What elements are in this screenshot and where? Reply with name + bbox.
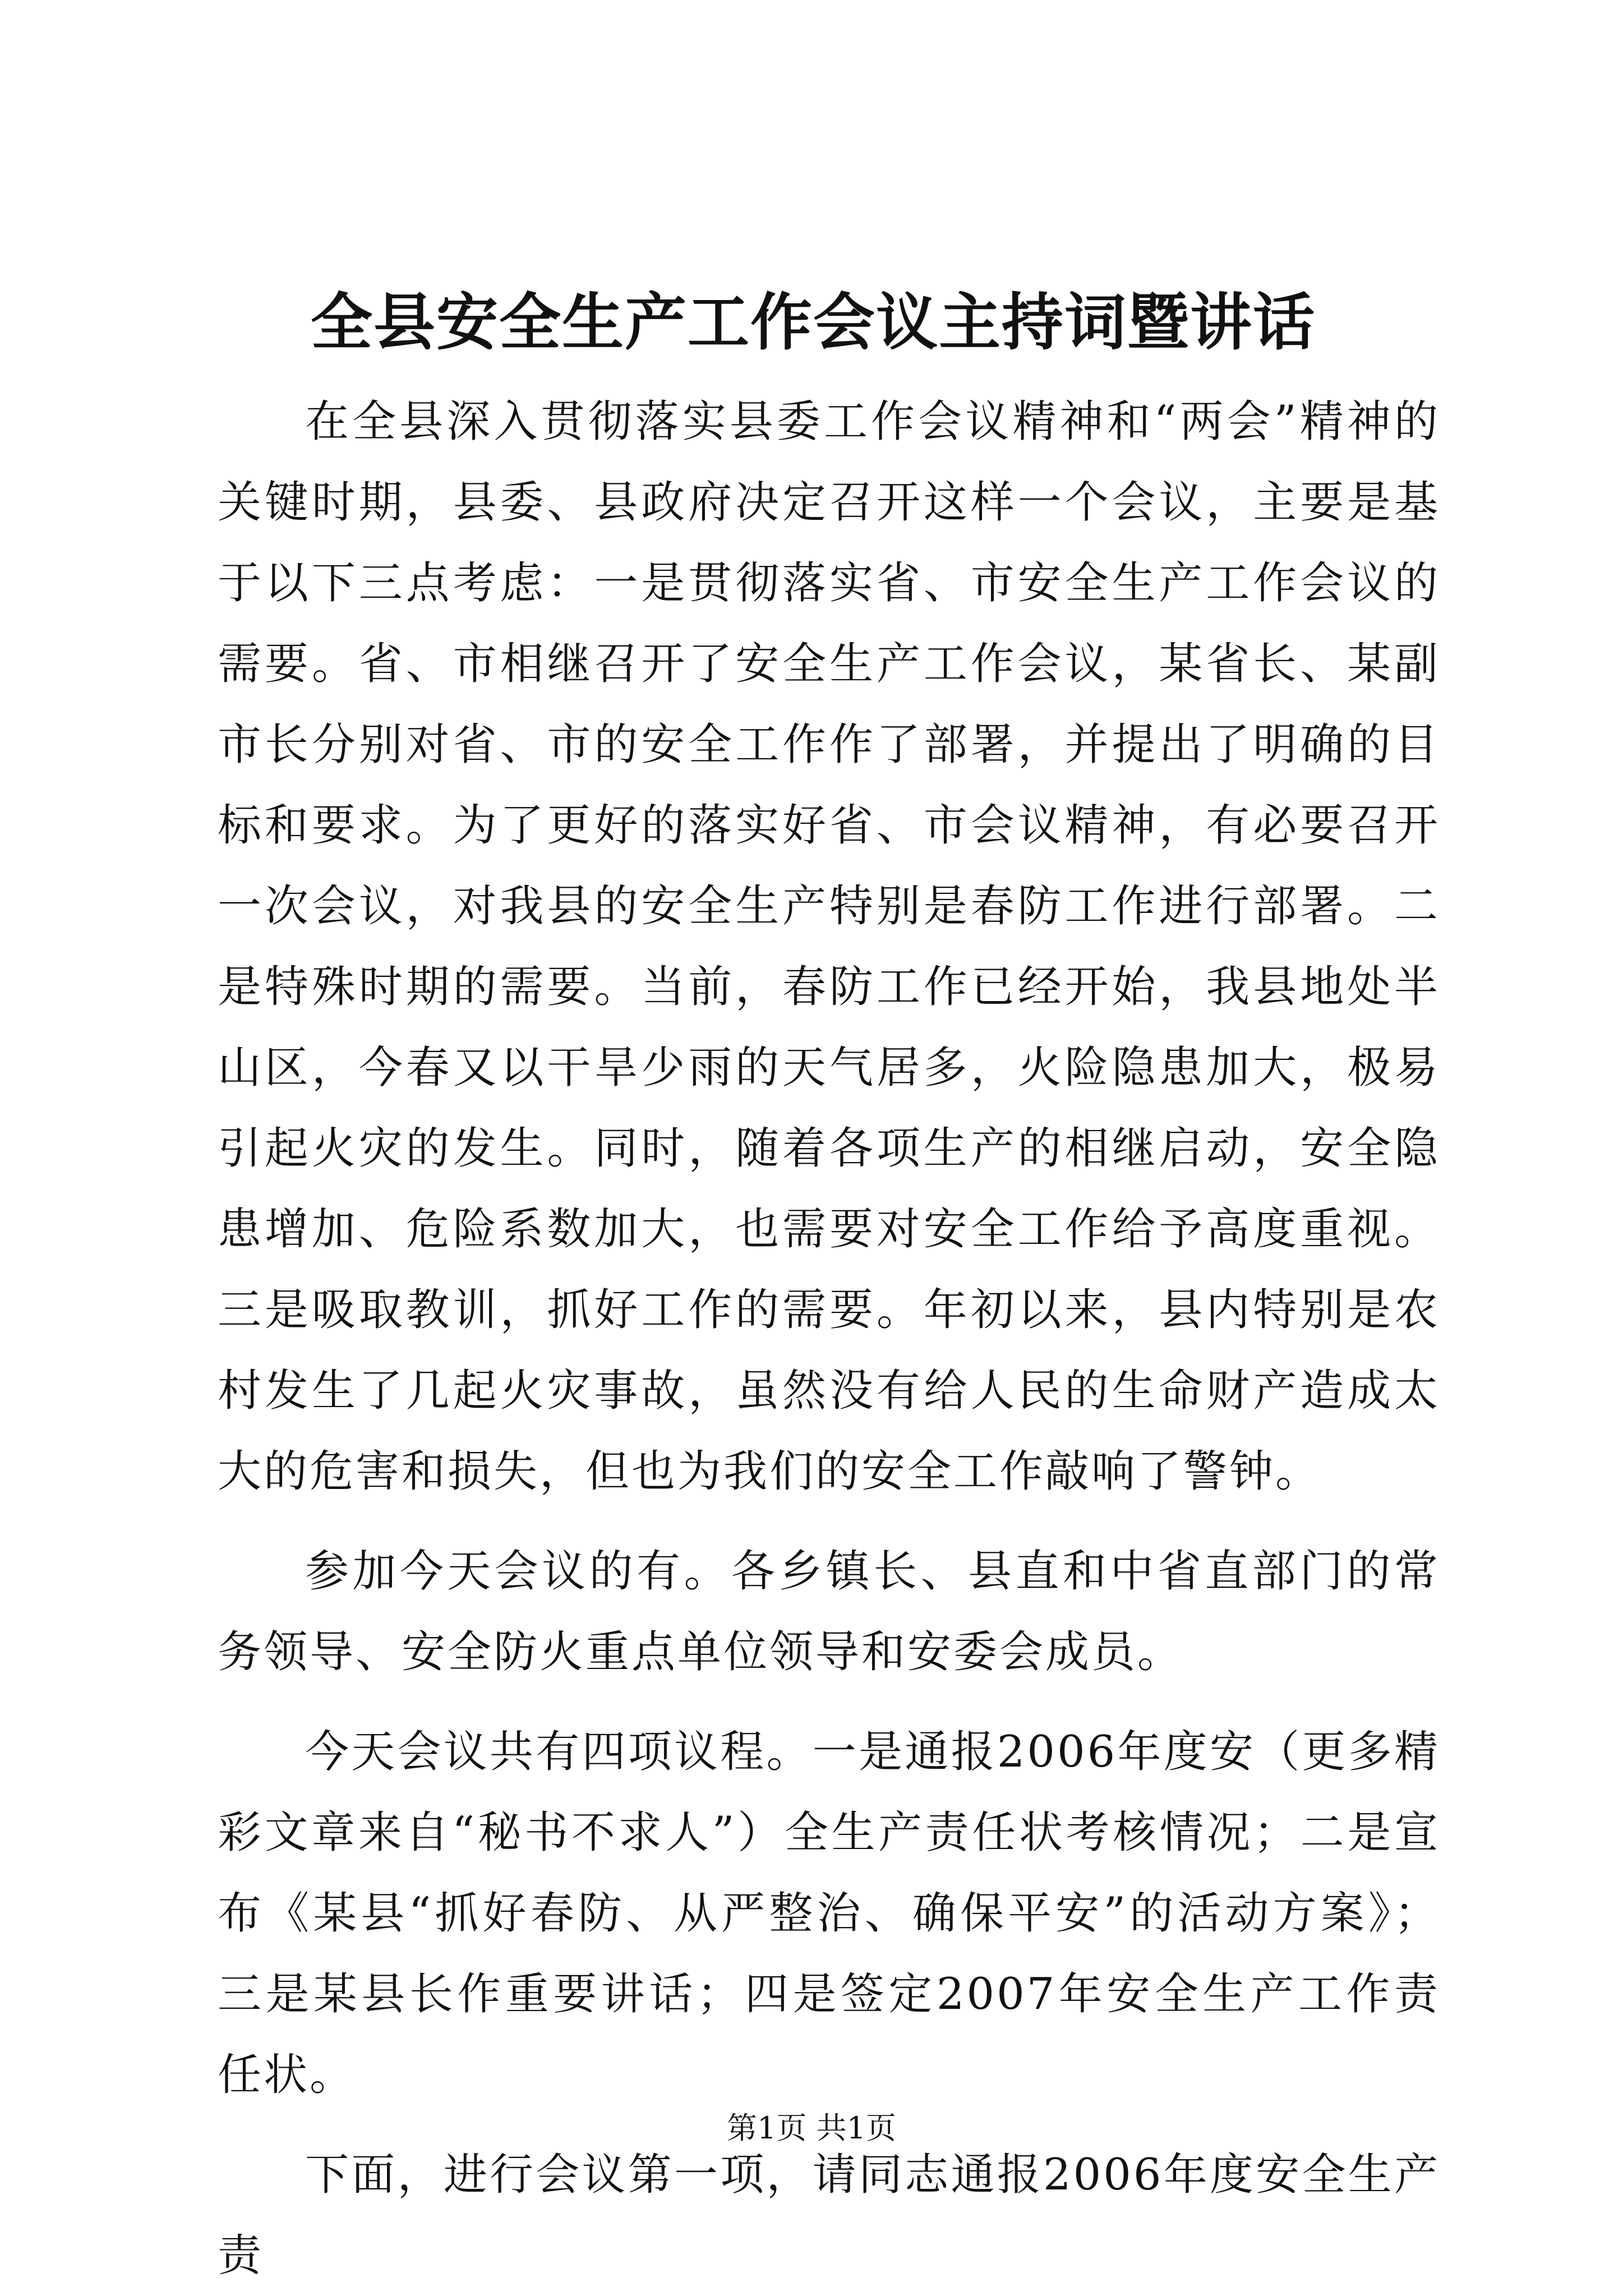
paragraph-2: 参加今天会议的有。各乡镇长、县直和中省直部门的常务领导、安全防火重点单位领导和安委会成员。 xyxy=(218,1546,1440,1677)
document-body xyxy=(218,381,1440,2296)
document-title: 全县安全生产工作会议主持词暨讲话 xyxy=(311,286,1316,358)
page-footer: 第1页 共1页 xyxy=(727,2110,896,2146)
paragraph-4: 下面，进行会议第一项，请同志通报2006年度安全生产责 xyxy=(218,2150,1440,2281)
paragraph-3: 今天会议共有四项议程。一是通报2006年度安（更多精彩文章来自“秘书不求人”）全生产责任状考核情况；二是宣布《某县“抓好春防、从严整治、确保平安”的活动方案》；三是某县长作重要讲话；四是签定2007年安全生产工作责任状。 xyxy=(218,1727,1440,2100)
paragraph-1: 在全县深入贯彻落实县委工作会议精神和“两会”精神的关键时期，县委、县政府决定召开这样一个会议，主要是基于以下三点考虑：一是贯彻落实省、市安全生产工作会议的需要。省、市相继召开了安全生产工作会议，某省长、某副市长分别对省、市的安全工作作了部署，并提出了明确的目标和要求。为了更好的落实好省、市会议精神，有必要召开一次会议，对我县的安全生产特别是春防工作进行部署。二是特殊时期的需要。当前，春防工作已经开始，我县地处半山区，今春又以干旱少雨的天气居多，火险隐患加大，极易引起火灾的发生。同时，随着各项生产的相继启动，安全隐患增加、危险系数加大，也需要对安全工作给予高度重视。三是吸取教训，抓好工作的需要。年初以来，县内特别是农村发生了几起火灾事故，虽然没有给人民的生命财产造成太大的危害和损失，但也为我们的安全工作敲响了警钟。 xyxy=(218,397,1440,1497)
